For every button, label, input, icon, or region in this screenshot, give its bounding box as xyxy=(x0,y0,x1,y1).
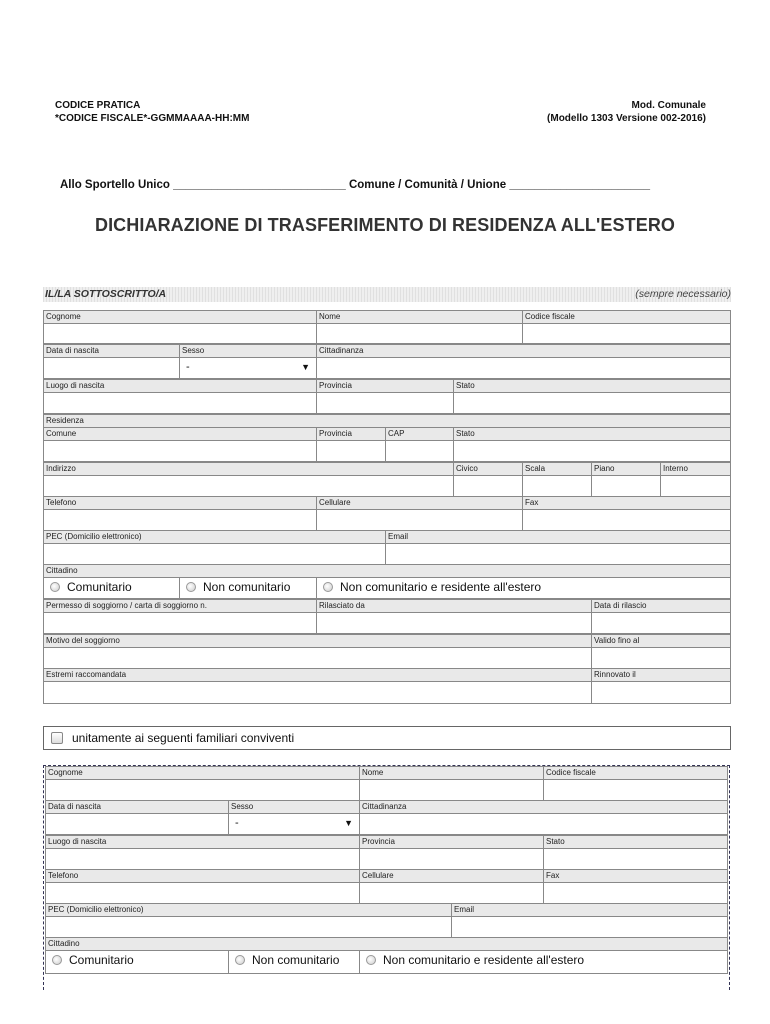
radio-icon xyxy=(186,582,196,592)
fam-sesso-label: Sesso xyxy=(228,800,360,814)
residenza-label: Residenza xyxy=(43,414,731,428)
fam-radio-non-comunitario[interactable] xyxy=(228,950,360,974)
fam-stato-field[interactable] xyxy=(543,848,728,870)
fam-email-label: Email xyxy=(451,903,728,917)
cittadinanza-field[interactable] xyxy=(316,357,731,379)
nome-label: Nome xyxy=(316,310,523,324)
valido-fino-label: Valido fino al xyxy=(591,634,731,648)
fam-codice-fiscale-label: Codice fiscale xyxy=(543,766,728,780)
cognome-label: Cognome xyxy=(43,310,317,324)
motivo-label: Motivo del soggiorno xyxy=(43,634,592,648)
chevron-down-icon: ▼ xyxy=(301,362,310,372)
indirizzo-label: Indirizzo xyxy=(43,462,454,476)
familiari-checkbox-row[interactable] xyxy=(43,726,731,750)
mod-comunale: Mod. Comunale xyxy=(631,100,706,111)
section-note: (sempre necessario) xyxy=(635,288,731,300)
cap-label: CAP xyxy=(385,427,454,441)
sesso-label: Sesso xyxy=(179,344,317,358)
radio-icon xyxy=(323,582,333,592)
fam-codice-fiscale-field[interactable] xyxy=(543,779,728,801)
fam-radio-comunitario[interactable] xyxy=(45,950,229,974)
fam-telefono-label: Telefono xyxy=(45,869,360,883)
codice-pratica: CODICE PRATICA xyxy=(55,100,141,111)
radio-icon xyxy=(235,955,245,965)
fam-provincia-field[interactable] xyxy=(359,848,544,870)
cittadinanza-label: Cittadinanza xyxy=(316,344,731,358)
scala-label: Scala xyxy=(522,462,592,476)
fam-cittadinanza-field[interactable] xyxy=(359,813,728,835)
cellulare-label: Cellulare xyxy=(316,496,523,510)
fam-cellulare-label: Cellulare xyxy=(359,869,544,883)
fam-email-field[interactable] xyxy=(451,916,728,938)
fam-luogo-nascita-label: Luogo di nascita xyxy=(45,835,360,849)
provincia-residenza-label: Provincia xyxy=(316,427,386,441)
section-label: IL/LA SOTTOSCRITTO/A xyxy=(45,288,167,300)
data-nascita-label: Data di nascita xyxy=(43,344,180,358)
data-rilascio-label: Data di rilascio xyxy=(591,599,731,613)
radio-icon xyxy=(366,955,376,965)
fam-nome-label: Nome xyxy=(359,766,544,780)
permesso-label: Permesso di soggiorno / carta di soggiorno n. xyxy=(43,599,317,613)
codice-fiscale-label: Codice fiscale xyxy=(522,310,731,324)
fam-sesso-value: - xyxy=(235,817,239,829)
pec-field[interactable] xyxy=(43,543,386,565)
chevron-down-icon: ▼ xyxy=(344,818,353,828)
rilasciato-da-label: Rilasciato da xyxy=(316,599,592,613)
cognome-field[interactable] xyxy=(43,323,317,344)
luogo-nascita-label: Luogo di nascita xyxy=(43,379,317,393)
sesso-value: - xyxy=(186,361,190,373)
fam-telefono-field[interactable] xyxy=(45,882,360,904)
scala-field[interactable] xyxy=(522,475,592,497)
provincia-nascita-label: Provincia xyxy=(316,379,454,393)
fam-fax-field[interactable] xyxy=(543,882,728,904)
document-title: DICHIARAZIONE DI TRASFERIMENTO DI RESIDENZA ALL'ESTERO xyxy=(94,215,676,235)
permesso-field[interactable] xyxy=(43,612,317,634)
email-label: Email xyxy=(385,530,731,544)
stato-residenza-label: Stato xyxy=(453,427,731,441)
fam-radio-comunitario-label: Comunitario xyxy=(69,953,134,967)
fax-field[interactable] xyxy=(522,509,731,531)
fam-data-nascita-field[interactable] xyxy=(45,813,229,835)
radio-icon xyxy=(50,582,60,592)
fam-provincia-label: Provincia xyxy=(359,835,544,849)
section-header xyxy=(43,287,731,302)
stato-residenza-field[interactable] xyxy=(453,440,731,462)
fam-cognome-label: Cognome xyxy=(45,766,360,780)
fam-nome-field[interactable] xyxy=(359,779,544,801)
sportello-line: Allo Sportello Unico ___________________________ Comune / Comunità / Unione ______________________ xyxy=(60,179,651,191)
fax-label: Fax xyxy=(522,496,731,510)
stato-nascita-label: Stato xyxy=(453,379,731,393)
email-field[interactable] xyxy=(385,543,731,565)
interno-field[interactable] xyxy=(660,475,731,497)
radio-icon xyxy=(52,955,62,965)
rinnovato-field[interactable] xyxy=(591,681,731,704)
codice-fiscale-field[interactable] xyxy=(522,323,731,344)
fam-radio-non-comunitario-estero[interactable] xyxy=(359,950,728,974)
familiari-label: unitamente ai seguenti familiari conviventi xyxy=(72,731,295,745)
checkbox-icon[interactable] xyxy=(51,732,63,744)
interno-label: Interno xyxy=(660,462,731,476)
fam-luogo-nascita-field[interactable] xyxy=(45,848,360,870)
piano-field[interactable] xyxy=(591,475,661,497)
cap-field[interactable] xyxy=(385,440,454,462)
fam-stato-label: Stato xyxy=(543,835,728,849)
radio-comunitario-label: Comunitario xyxy=(67,580,132,594)
valido-fino-field[interactable] xyxy=(591,647,731,669)
radio-non-comunitario[interactable] xyxy=(179,577,317,599)
nome-field[interactable] xyxy=(316,323,523,344)
fam-pec-label: PEC (Domicilio elettronico) xyxy=(45,903,452,917)
pec-label: PEC (Domicilio elettronico) xyxy=(43,530,386,544)
fam-cognome-field[interactable] xyxy=(45,779,360,801)
comune-label: Comune xyxy=(43,427,317,441)
indirizzo-field[interactable] xyxy=(43,475,454,497)
radio-non-comunitario-estero-label: Non comunitario e residente all'estero xyxy=(340,580,542,594)
provincia-nascita-field[interactable] xyxy=(316,392,454,414)
header-right xyxy=(547,99,706,125)
fam-radio-non-comunitario-label: Non comunitario xyxy=(252,953,340,967)
provincia-residenza-field[interactable] xyxy=(316,440,386,462)
fam-radio-non-comunitario-estero-label: Non comunitario e residente all'estero xyxy=(383,953,585,967)
codice-fiscale-header: *CODICE FISCALE*-GGMMAAAA-HH:MM xyxy=(55,113,250,124)
fam-fax-label: Fax xyxy=(543,869,728,883)
fam-cittadinanza-label: Cittadinanza xyxy=(359,800,728,814)
rinnovato-label: Rinnovato il xyxy=(591,668,731,682)
civico-field[interactable] xyxy=(453,475,523,497)
fam-sesso-select[interactable] xyxy=(228,813,360,835)
telefono-label: Telefono xyxy=(43,496,317,510)
fam-data-nascita-label: Data di nascita xyxy=(45,800,229,814)
data-rilascio-field[interactable] xyxy=(591,612,731,634)
stato-nascita-field[interactable] xyxy=(453,392,731,414)
comune-field[interactable] xyxy=(43,440,317,462)
data-nascita-field[interactable] xyxy=(43,357,180,379)
radio-non-comunitario-estero[interactable] xyxy=(316,577,731,599)
cittadino-label: Cittadino xyxy=(43,564,731,578)
civico-label: Civico xyxy=(453,462,523,476)
motivo-field[interactable] xyxy=(43,647,592,669)
fam-pec-field[interactable] xyxy=(45,916,452,938)
cellulare-field[interactable] xyxy=(316,509,523,531)
piano-label: Piano xyxy=(591,462,661,476)
radio-non-comunitario-label: Non comunitario xyxy=(203,580,291,594)
telefono-field[interactable] xyxy=(43,509,317,531)
estremi-label: Estremi raccomandata xyxy=(43,668,592,682)
sesso-select[interactable] xyxy=(179,357,317,379)
radio-comunitario[interactable] xyxy=(43,577,180,599)
luogo-nascita-field[interactable] xyxy=(43,392,317,414)
fam-cellulare-field[interactable] xyxy=(359,882,544,904)
fam-cittadino-label: Cittadino xyxy=(45,937,728,951)
header-left xyxy=(55,99,249,125)
estremi-field[interactable] xyxy=(43,681,592,704)
rilasciato-da-field[interactable] xyxy=(316,612,592,634)
modello-versione: (Modello 1303 Versione 002-2016) xyxy=(547,113,706,124)
